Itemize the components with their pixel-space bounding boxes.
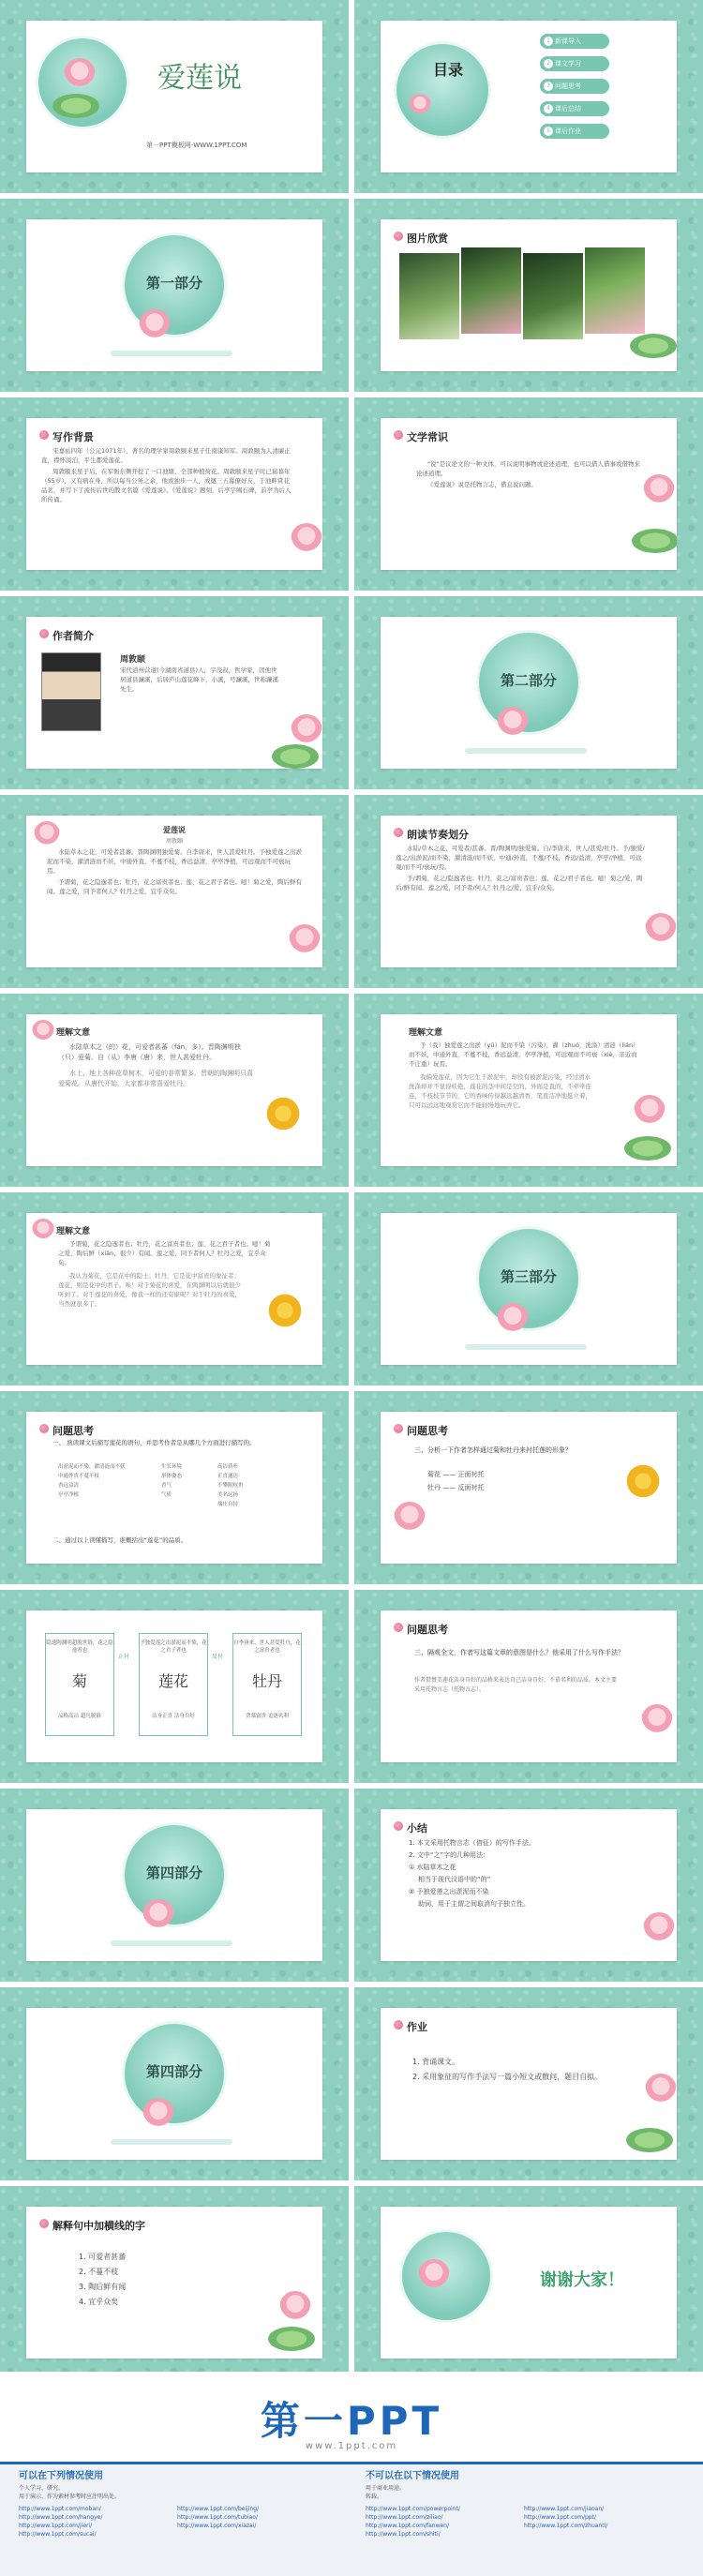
- promo-link[interactable]: http://www.1ppt.com/jieri/: [19, 2523, 93, 2529]
- slide-body: [396, 844, 649, 894]
- slide-body: [58, 1042, 255, 1091]
- promo-link[interactable]: http://www.1ppt.com/moban/: [19, 2506, 101, 2512]
- contrast-tag: 反衬: [212, 1654, 224, 1660]
- promo-links: [19, 2505, 328, 2539]
- question-text: 三、分析一下作者怎样通过菊和牡丹来衬托莲的形象？: [414, 1446, 572, 1454]
- question-text: 一、 熟读课文后描写莲花的语句，并思考作者是从哪几个方面进行描写的。: [52, 1439, 256, 1446]
- promo-link[interactable]: http://www.1ppt.com/beijing/: [177, 2506, 260, 2512]
- lotus-circle-icon: [476, 1226, 581, 1331]
- explain-line: 2. 不蔓不枝: [79, 2268, 119, 2276]
- toc-item[interactable]: [540, 124, 609, 139]
- slide-part-3[interactable]: [354, 1192, 703, 1385]
- lotus-icon: [291, 523, 322, 555]
- slide-card: [381, 816, 677, 967]
- lotus-icon: [641, 1704, 673, 1736]
- slide-card: [26, 1014, 322, 1166]
- slide-card: [381, 219, 677, 371]
- toc-item[interactable]: [540, 101, 609, 116]
- author-name: 周敦颐: [120, 655, 146, 665]
- leaf-icon: [632, 529, 677, 553]
- lotus-icon: [634, 1095, 666, 1127]
- promo-link[interactable]: http://www.1ppt.com/sucai/: [19, 2531, 97, 2538]
- lotus-icon: [32, 1219, 54, 1241]
- lotus-icon: [64, 58, 96, 90]
- answer-line: 牡丹 —— 反面衬托: [427, 1484, 485, 1491]
- promo-col-title: 不可以在以下情况使用: [366, 2471, 459, 2481]
- answer-row: [58, 1500, 292, 1509]
- compare-quality: 品格高洁 超凡脱俗: [58, 1714, 101, 1719]
- slide-thanks[interactable]: [354, 2186, 703, 2379]
- slide-compare[interactable]: [0, 1590, 349, 1783]
- promo-section: [0, 2372, 703, 2576]
- promo-col-title: 可以在下列情况使用: [19, 2471, 103, 2481]
- lotus-circle-icon: [122, 232, 227, 337]
- toc-item[interactable]: [540, 79, 609, 94]
- compare-quote: 予独爱莲之出淤泥而不染，花之君子者也: [140, 1640, 207, 1654]
- homework-line: 1. 背诵课文。: [412, 2058, 460, 2066]
- paragraph: 水上、地上各种花草树木，可爱的非常繁多。晋朝的陶渊明只喜爱菊花。从唐代开始，大家都非常喜爱牡丹。: [58, 1070, 253, 1087]
- slide-meaning-2[interactable]: [354, 994, 703, 1187]
- slide-title: 问题思考: [394, 1423, 448, 1438]
- slide-title: 作业: [394, 2019, 427, 2034]
- leaf-icon: [626, 2128, 673, 2152]
- slide-title: 文学常识: [394, 429, 448, 444]
- slide-meaning-3[interactable]: [0, 1192, 349, 1385]
- lotus-icon: [497, 1303, 529, 1335]
- homework-list: [412, 2055, 647, 2085]
- toc-label: 课后作业: [555, 127, 581, 135]
- compare-box-chrysanthemum: [45, 1633, 114, 1736]
- slide-card: [381, 418, 677, 570]
- compare-quote: 自李唐来，世人甚爱牡丹，花之富贵者也: [233, 1640, 301, 1654]
- lotus-icon: [289, 924, 321, 956]
- compare-flower: 莲花: [157, 1672, 188, 1690]
- brush-stroke: [111, 2139, 232, 2145]
- paragraph: 予谓菊，花之隐逸者也；牡丹，花之富贵者也；莲，花之君子者也。噫！菊之爱，陶后鲜有闻。莲之爱，同予者何人？牡丹之爱，宜乎众矣。: [47, 878, 302, 895]
- slide-card: [26, 2207, 322, 2359]
- promo-link[interactable]: http://www.1ppt.com/hangye/: [19, 2514, 103, 2521]
- slide-card: [26, 1213, 322, 1365]
- slide-question-2[interactable]: [354, 1391, 703, 1584]
- explain-line: 4. 宜乎众矣: [79, 2298, 119, 2306]
- answer-right: 气质: [161, 1492, 172, 1498]
- paragraph: 予（我）独爱莲之出淤（yū）泥而不染（污染），濯（zhuó，洗涤）清涟（lián）而不妖，中通外直，不蔓不枝，香远益清，亭亭净植，可远观而不可亵（xiè，亲近而不庄重）玩焉。: [409, 1041, 639, 1068]
- chrysanthemum-icon: [264, 1095, 302, 1132]
- lotus-photo: [461, 247, 521, 334]
- lotus-icon: [643, 474, 675, 506]
- promo-link[interactable]: http://www.1ppt.com/fanwen/: [366, 2523, 450, 2529]
- summary-line: ② 予独爱莲之出淤泥而不染: [409, 1888, 489, 1895]
- slide-literary[interactable]: [354, 397, 703, 591]
- promo-link[interactable]: http://www.1ppt.com/xiazai/: [177, 2523, 257, 2529]
- author-portrait: [41, 652, 101, 731]
- promo-link[interactable]: http://www.1ppt.com/zhuanti/: [524, 2523, 608, 2529]
- toc-label: 课后总结: [555, 105, 581, 112]
- slide-title: 理解文意: [409, 1028, 443, 1038]
- lotus-icon: [139, 309, 171, 341]
- promo-link[interactable]: http://www.1ppt.com/jiaoan/: [524, 2506, 605, 2512]
- part-label: 第四部分: [145, 1865, 202, 1881]
- explain-list: [79, 2250, 126, 2310]
- summary-line: 1. 本文采用托物言志（借征）的写作手法。: [409, 1839, 535, 1847]
- promo-band: [0, 2462, 703, 2576]
- toc-label: 问题思考: [555, 82, 581, 90]
- part-label: 第一部分: [145, 275, 202, 292]
- lotus-photo: [399, 253, 459, 339]
- slide-question-3[interactable]: [354, 1590, 703, 1783]
- contrast-tag: 正衬: [118, 1654, 130, 1660]
- slide-part-4b[interactable]: [0, 1987, 349, 2180]
- answer-text: 作者借赞美莲花洁身自好的品格来表达自己洁身自好，不慕名利的品质。本文主要采用托物言志（托物言志）。: [414, 1677, 618, 1693]
- slide-card: [26, 1809, 322, 1961]
- explain-line: 1. 可爱者甚蕃: [79, 2253, 127, 2261]
- paragraph: "说"是议论文的一种文体，可以说明事物或论述道理，也可以借人借事或借物来论述道理。: [416, 460, 640, 477]
- leaf-icon: [630, 334, 677, 358]
- slide-card: [26, 2008, 322, 2160]
- toc-number: 1: [544, 37, 553, 46]
- slide-gallery[interactable]: [354, 199, 703, 392]
- leaf-icon: [268, 2327, 315, 2351]
- compare-quality: 贪慕富贵 追逐名利: [246, 1714, 289, 1719]
- slide-title: 理解文意: [56, 1028, 91, 1038]
- slide-rhythm[interactable]: [354, 795, 703, 988]
- toc-item[interactable]: [540, 56, 609, 71]
- slide-title: 写作背景: [39, 429, 94, 444]
- lotus-icon: [645, 913, 677, 945]
- slide-homework[interactable]: [354, 1987, 703, 2180]
- answer-row: [58, 1481, 292, 1490]
- promo-link[interactable]: http://www.1ppt.com/ziliao/: [366, 2514, 443, 2521]
- compare-flower: 牡丹: [251, 1672, 282, 1690]
- answer-quality: 不攀附权贵: [217, 1483, 244, 1489]
- toc-title: 目录: [433, 61, 464, 79]
- slide-card: [26, 21, 322, 172]
- compare-box-peony: [232, 1633, 302, 1736]
- slide-card: [381, 617, 677, 769]
- summary-line: 相当于现代汉语中的“的”: [418, 1876, 491, 1883]
- leaf-icon: [52, 94, 99, 118]
- slide-card: [381, 1213, 677, 1365]
- lotus-circle-icon: [394, 41, 491, 139]
- author-bio: 宋代道州营道(今湖南省道县)人，字茂叔，哲学家，因他世居道县濂溪，后居庐山莲花峰下，小溪，号濂溪，世称濂溪先生。: [120, 666, 278, 693]
- promo-col-allowed: [19, 2472, 328, 2539]
- slide-text[interactable]: [0, 795, 349, 988]
- question-text: 三、隔观全文，作者写这篇文章的意图是什么？他采用了什么写作手法？: [414, 1649, 624, 1656]
- chrysanthemum-icon: [266, 1292, 304, 1329]
- lotus-icon: [409, 94, 431, 116]
- lotus-icon: [645, 2074, 677, 2105]
- slide-background[interactable]: [0, 397, 349, 591]
- answer-quality: 美名远扬: [217, 1492, 239, 1498]
- answer-rows: [58, 1462, 292, 1509]
- slide-card: [26, 1412, 322, 1564]
- lotus-circle-icon: [476, 630, 581, 735]
- slide-title: 理解文意: [56, 1227, 91, 1236]
- brush-stroke: [465, 1344, 587, 1350]
- slide-cover[interactable]: [0, 0, 349, 193]
- answer-right: 香气: [161, 1483, 172, 1489]
- paragraph: 水陆/草木之花，可爱者/甚蕃。晋/陶渊明/独爱菊。自/李唐来，世人/甚爱/牡丹。予/独爱/莲之/出淤泥/而不染，濯清涟/而不妖，中通/外直，不蔓/不枝，香远/益清，亭亭/净植，可远观/而不可/亵玩/焉。: [396, 845, 645, 871]
- slide-card: [381, 1014, 677, 1166]
- summary-line: ① 水陆草木之花: [409, 1864, 456, 1871]
- paragraph: 予/谓菊，花之/隐逸者也；牡丹，花之/富贵者也；莲，花之/君子者也。噫！菊之/爱，陶后/鲜有闻。莲之/爱，同予者/何人？牡丹之/爱，宜乎/众矣。: [396, 875, 643, 891]
- slide-title: 作者简介: [39, 628, 94, 643]
- slide-card: [26, 617, 322, 769]
- paragraph: 水陆草木之（的）花，可爱者甚蕃（fán，多）。晋陶渊明独（只）爱菊。自（从）李唐（唐）来，世人甚爱牡丹。: [58, 1043, 241, 1061]
- toc-item[interactable]: [540, 34, 609, 49]
- lotus-icon: [142, 1899, 174, 1931]
- slide-body: [47, 847, 302, 898]
- thanks-text: 谢谢大家！: [540, 2270, 624, 2290]
- brush-stroke: [111, 351, 232, 356]
- slide-card: [381, 2207, 677, 2359]
- lotus-icon: [418, 2259, 450, 2291]
- answer-left: 亭亭净植: [58, 1492, 80, 1498]
- slide-card: [26, 1610, 322, 1762]
- lotus-circle-icon: [122, 1822, 227, 1927]
- promo-link[interactable]: http://www.1ppt.com/shiti/: [366, 2531, 441, 2538]
- slide-part-4[interactable]: [0, 1789, 349, 1982]
- summary-line: 2. 文中“之”字的几种用法：: [409, 1851, 490, 1859]
- slide-summary[interactable]: [354, 1789, 703, 1982]
- slide-title: 问题思考: [39, 1423, 94, 1438]
- toc-number: 5: [544, 127, 553, 136]
- brush-stroke: [111, 1940, 232, 1946]
- explain-line: 3. 陶后鲜有闻: [79, 2283, 127, 2291]
- slide-card: [381, 2008, 677, 2160]
- paragraph: 《爱莲说》说是托物言志，借息说问题。: [427, 481, 537, 488]
- slide-card: [26, 816, 322, 967]
- promo-item: 用于商业用途。: [366, 2485, 406, 2492]
- paragraph: 宋嘉祐四年（公元1071年），著名的理学家周敦颐来星子任南康知军。周敦颐为人清廉正直，襟怀淡泊，平生都爱莲花。: [41, 447, 291, 464]
- toc-label: 课文学习: [555, 60, 581, 67]
- answer-left: 香远益清: [58, 1483, 80, 1489]
- slide-question-1[interactable]: [0, 1391, 349, 1584]
- slide-body: [41, 446, 294, 506]
- brush-stroke: [465, 748, 587, 754]
- slide-body: [58, 1239, 274, 1310]
- answer-quality: 正直通达: [217, 1474, 239, 1479]
- question-text: 二、通过以上读懂描写，谁概括出“莲花”的品质。: [52, 1536, 187, 1544]
- answer-left: 出淤泥而不染，濯清涟而不妖: [58, 1464, 126, 1470]
- promo-link[interactable]: http://www.1ppt.com/powerpoint/: [366, 2506, 460, 2512]
- lotus-icon: [32, 1020, 54, 1042]
- lotus-photo: [523, 253, 583, 339]
- part-label: 第三部分: [500, 1268, 557, 1285]
- lotus-icon: [291, 714, 322, 746]
- homework-line: 2. 采用象征的写作手法写一篇小短文或散问，题目自拟。: [412, 2073, 603, 2081]
- slide-meaning-1[interactable]: [0, 994, 349, 1187]
- lotus-icon: [279, 2291, 311, 2323]
- toc-number: 3: [544, 82, 553, 91]
- answer-row: [58, 1472, 292, 1481]
- slide-part-1[interactable]: [0, 199, 349, 392]
- chrysanthemum-icon: [624, 1462, 662, 1500]
- poem-title: 爱莲说: [163, 826, 186, 834]
- promo-links: [366, 2505, 675, 2539]
- slide-body: [409, 1041, 643, 1112]
- slide-explain[interactable]: [0, 2186, 349, 2379]
- slide-card: [26, 219, 322, 371]
- leaf-icon: [624, 1136, 671, 1161]
- slide-body: [416, 459, 641, 491]
- promo-item: 转载。: [366, 2494, 383, 2500]
- answer-quality: 端庄自持: [217, 1502, 239, 1507]
- slide-title: 问题思考: [394, 1622, 448, 1637]
- slide-card: [381, 1412, 677, 1564]
- cover-subtitle: 第一PPT模板网-WWW.1PPT.COM: [146, 142, 247, 149]
- slide-author[interactable]: [0, 596, 349, 789]
- leaf-icon: [272, 744, 319, 769]
- paragraph: 我偏爱莲花，因为它生于淤泥中，却没有被淤泥污染，经过清水洗涤却并不显得妖艳，莲花的茎中间是空的，外面是直的，不牵牵连连，不枝枝节节的，它的香味传得越远越清香，笔直洁净地挺立着，只可以远远地观赏它而不能轻慢地玩弄它。: [409, 1073, 591, 1109]
- lotus-icon: [643, 1912, 675, 1944]
- lotus-icon: [142, 2098, 174, 2130]
- lotus-icon: [497, 707, 529, 739]
- cover-title: 爱莲说: [157, 62, 242, 95]
- lotus-icon: [394, 1502, 426, 1534]
- slide-card: [381, 1809, 677, 1961]
- slide-card: [26, 418, 322, 570]
- slide-card: [381, 1610, 677, 1762]
- summary-line: 助词，用于主谓之间取消句子独立性。: [418, 1900, 530, 1908]
- promo-url[interactable]: www.1ppt.com: [305, 2441, 398, 2451]
- summary-list: [409, 1837, 643, 1910]
- answer-right: 形体姿态: [161, 1474, 183, 1479]
- lotus-circle-icon: [122, 2021, 227, 2126]
- answer-row: [58, 1490, 292, 1500]
- part-label: 第四部分: [145, 2063, 202, 2080]
- lotus-photo: [585, 247, 645, 334]
- slide-title: 小结: [394, 1820, 427, 1835]
- compare-flower: 菊: [71, 1672, 87, 1690]
- answer-right: 生长环境: [161, 1464, 183, 1470]
- promo-col-forbidden: [366, 2472, 675, 2539]
- promo-link[interactable]: http://www.1ppt.com/tubiao/: [177, 2514, 258, 2521]
- answer-left: 中通外直不蔓不枝: [58, 1474, 100, 1479]
- answer-line: 菊花 —— 正面衬托: [427, 1471, 485, 1478]
- slide-toc[interactable]: [354, 0, 703, 193]
- promo-link[interactable]: http://www.1ppt.com/ppt/: [524, 2514, 596, 2521]
- answer-block: [427, 1468, 484, 1494]
- compare-quality: 洁身正直 洁身自好: [152, 1714, 195, 1719]
- slide-title: 朗读节奏划分: [394, 827, 469, 842]
- toc-number: 2: [544, 59, 553, 68]
- slide-title: 图片欣赏: [394, 231, 448, 246]
- slide-title: 解释句中加横线的字: [39, 2218, 145, 2233]
- promo-logo[interactable]: 第一PPT: [260, 2398, 443, 2444]
- paragraph: 予谓菊，花之隐逸者也；牡丹，花之富贵者也；莲，花之君子者也。噫！菊之爱，陶后鲜（xiǎn，很少）有闻。莲之爱，同予者何人？牡丹之爱，宜乎众矣。: [58, 1240, 271, 1266]
- slide-part-2[interactable]: [354, 596, 703, 789]
- answer-row: [58, 1462, 292, 1472]
- promo-item: 个人学习、研究。: [19, 2485, 65, 2492]
- compare-box-lotus: [139, 1633, 208, 1736]
- slide-card: [381, 21, 677, 172]
- answer-quality: 高洁质朴: [217, 1464, 239, 1470]
- paragraph: 我认为菊花，它是花中的隐士；牡丹，它是花中富贵的象征者；莲花，则是花中的君子。唉！对于菊花的喜爱，在陶渊明以后就很少听到了。对于莲花的喜爱，像我一样的还有谁呢？对于牡丹的喜爱，当然就很多了。: [58, 1272, 241, 1308]
- poem-author: 周敦颐: [165, 838, 183, 845]
- part-label: 第二部分: [500, 672, 557, 689]
- compare-quote: 隐逸陶渊明超脱世俗，花之隐逸者也: [46, 1640, 113, 1654]
- paragraph: 水陆草木之花，可爱者甚蕃。晋陶渊明独爱菊。自李唐来，世人甚爱牡丹。予独爱莲之出淤泥而不染，濯清涟而不妖，中通外直，不蔓不枝，香远益清，亭亭净植，可远观而不可亵玩焉。: [47, 848, 302, 875]
- toc-label: 新课导入: [555, 37, 581, 45]
- promo-item: 用于演示、作为素材参考时应注明出处。: [19, 2494, 121, 2500]
- toc-number: 4: [544, 104, 553, 113]
- paragraph: 周敦颐来星子后，在军衙东侧开挖了一口池塘，全部种植荷花。周敦颐来星子时已届暮年（55岁），又有病在身，所以每当公务之余，他或独步一人，或邀三五幕僚好友，于池畔赏花品茗，并写下了流传后世的散文名篇《爱莲说》。《爱莲说》题刻，后亭字阙石碑，前亭为后人所传诵。: [41, 468, 292, 503]
